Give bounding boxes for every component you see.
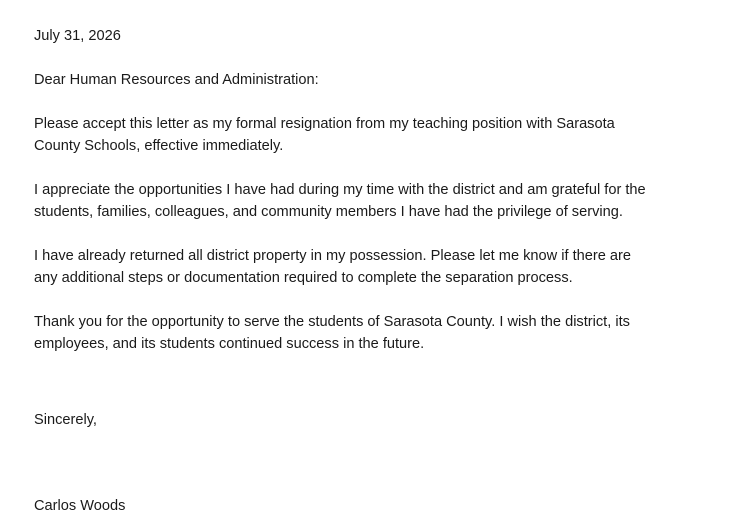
paragraph-line: employees, and its students continued success in the future. (34, 336, 425, 352)
paragraph-thanks (34, 311, 724, 355)
paragraph-line: any additional steps or documentation required to complete the separation process. (34, 270, 573, 286)
paragraph-appreciation (34, 179, 724, 223)
paragraph-line: Please accept this letter as my formal resignation from my teaching position with Sarasota (34, 116, 615, 132)
paragraph-line: Thank you for the opportunity to serve the students of Sarasota County. I wish the district, its (34, 314, 630, 330)
paragraph-line: I have already returned all district property in my possession. Please let me know if there are (34, 248, 632, 264)
letter-closing: Sincerely, (34, 412, 97, 428)
letter-salutation: Dear Human Resources and Administration: (34, 72, 319, 88)
paragraph-property (34, 245, 724, 289)
paragraph-resignation (34, 113, 724, 157)
letter-date: July 31, 2026 (34, 28, 121, 44)
paragraph-line: I appreciate the opportunities I have had during my time with the district and am grateful for the (34, 182, 646, 198)
letter-body (34, 25, 724, 377)
paragraph-line: students, families, colleagues, and community members I have had the privilege of serving. (34, 204, 623, 220)
paragraph-line: County Schools, effective immediately. (34, 138, 284, 154)
letter-signature: Carlos Woods (34, 498, 126, 514)
